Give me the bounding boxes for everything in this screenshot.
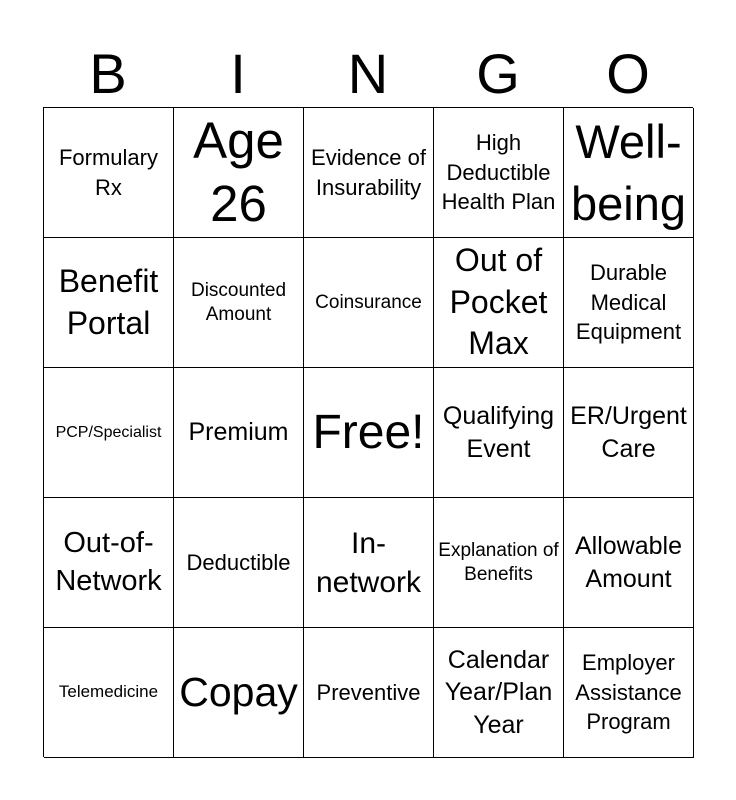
bingo-cell[interactable] (44, 628, 174, 758)
bingo-cell[interactable] (304, 238, 434, 368)
bingo-cell[interactable] (564, 368, 694, 498)
cell-text: In-network (315, 526, 422, 599)
bingo-cell[interactable] (564, 238, 694, 368)
bingo-cell[interactable] (44, 498, 174, 628)
bingo-cell[interactable] (434, 238, 564, 368)
bingo-cell[interactable] (44, 108, 174, 238)
bingo-cell[interactable] (174, 108, 304, 238)
bingo-cell[interactable] (304, 498, 434, 628)
cell-text: ER/Urgent Care (570, 402, 687, 463)
bingo-cell[interactable] (174, 628, 304, 758)
cell-text: Formulary Rx (58, 144, 158, 200)
bingo-cell[interactable] (434, 498, 564, 628)
cell-text: Preventive (316, 679, 421, 705)
header-letter-i: I (230, 42, 246, 105)
cell-text: Deductible (186, 549, 291, 575)
bingo-cell[interactable] (304, 368, 434, 498)
cell-text: Durable Medical Equipment (575, 259, 682, 345)
header-letter-o: O (606, 42, 650, 105)
cell-text: PCP/Specialist (55, 423, 162, 441)
bingo-cell[interactable] (564, 628, 694, 758)
cell-text: Qualifying Event (442, 402, 555, 463)
bingo-cell[interactable] (434, 368, 564, 498)
cell-text: Benefit Portal (58, 262, 159, 341)
cell-text: Age 26 (193, 112, 284, 232)
cell-text: Explanation of Benefits (438, 539, 559, 585)
bingo-cell[interactable] (174, 368, 304, 498)
bingo-cell[interactable] (434, 628, 564, 758)
cell-text: Coinsurance (315, 291, 422, 313)
bingo-header (43, 40, 693, 108)
cell-text: Copay (179, 668, 298, 715)
bingo-grid (43, 107, 693, 757)
bingo-cell[interactable] (304, 108, 434, 238)
cell-text: Out of Pocket Max (449, 242, 548, 362)
cell-text: Evidence of Insurability (311, 144, 426, 200)
header-letter-n: N (347, 42, 389, 105)
header-letter-g: G (476, 42, 520, 105)
cell-text: Out-of-Network (55, 526, 162, 597)
bingo-cell[interactable] (304, 628, 434, 758)
bingo-cell[interactable] (174, 238, 304, 368)
bingo-cell[interactable] (564, 498, 694, 628)
cell-text: High Deductible Health Plan (441, 129, 556, 215)
cell-text: Discounted Amount (190, 279, 287, 325)
cell-text: Telemedicine (58, 682, 159, 702)
cell-text: Employer Assistance Program (575, 649, 682, 735)
bingo-cell[interactable] (174, 498, 304, 628)
bingo-cell[interactable] (434, 108, 564, 238)
bingo-cell[interactable] (44, 238, 174, 368)
cell-text: Allowable Amount (574, 532, 682, 593)
cell-text: Calendar Year/Plan Year (444, 645, 553, 739)
cell-text: Well-being (571, 115, 686, 230)
free-space: Free! (312, 405, 425, 459)
bingo-cell[interactable] (564, 108, 694, 238)
header-letter-b: B (89, 42, 127, 105)
cell-text: Premium (188, 418, 289, 447)
bingo-cell[interactable] (44, 368, 174, 498)
